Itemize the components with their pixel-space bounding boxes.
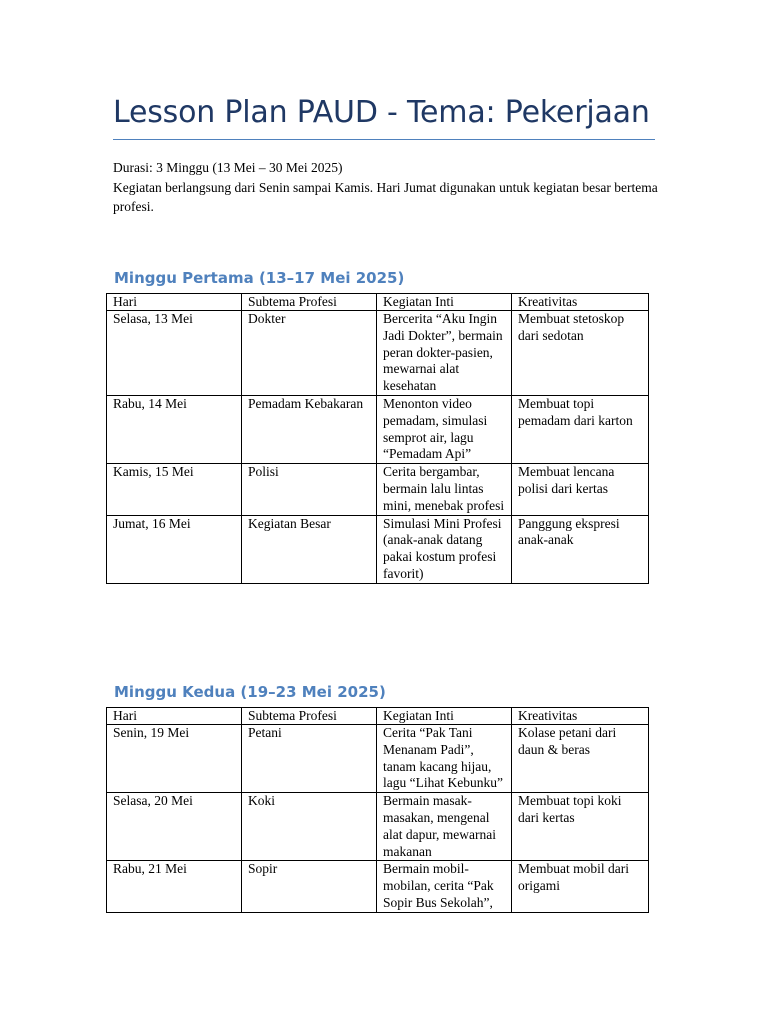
week2-table [106, 707, 649, 913]
header-creativity: Kreativitas [512, 708, 649, 725]
header-subtheme: Subtema Profesi [242, 708, 377, 725]
cell-activity: Cerita “Pak Tani Menanam Padi”, tanam kacang hijau, lagu “Lihat Kebunku” [377, 725, 512, 793]
table-header-row [107, 294, 649, 311]
table-header-row [107, 708, 649, 725]
cell-creativity: Membuat lencana polisi dari kertas [512, 464, 649, 515]
week1-heading: Minggu Pertama (13–17 Mei 2025) [114, 269, 405, 287]
header-day: Hari [107, 708, 242, 725]
cell-creativity: Membuat topi pemadam dari karton [512, 395, 649, 463]
table-row [107, 793, 649, 861]
table-row [107, 464, 649, 515]
document-title: Lesson Plan PAUD - Tema: Pekerjaan [113, 95, 650, 130]
cell-day: Selasa, 20 Mei [107, 793, 242, 861]
cell-creativity: Membuat topi koki dari kertas [512, 793, 649, 861]
cell-subtheme: Polisi [242, 464, 377, 515]
cell-activity: Simulasi Mini Profesi (anak-anak datang pakai kostum profesi favorit) [377, 515, 512, 583]
cell-creativity: Panggung ekspresi anak-anak [512, 515, 649, 583]
week1-table [106, 293, 649, 584]
cell-creativity: Kolase petani dari daun & beras [512, 725, 649, 793]
week2-heading: Minggu Kedua (19–23 Mei 2025) [114, 683, 386, 701]
cell-subtheme: Koki [242, 793, 377, 861]
header-day: Hari [107, 294, 242, 311]
cell-subtheme: Dokter [242, 311, 377, 396]
cell-day: Rabu, 21 Mei [107, 861, 242, 912]
table-row [107, 861, 649, 912]
cell-activity: Menonton video pemadam, simulasi semprot air, lagu “Pemadam Api” [377, 395, 512, 463]
cell-subtheme: Sopir [242, 861, 377, 912]
cell-day: Jumat, 16 Mei [107, 515, 242, 583]
cell-creativity: Membuat stetoskop dari sedotan [512, 311, 649, 396]
title-divider [113, 139, 655, 140]
description-text: Kegiatan berlangsung dari Senin sampai Kamis. Hari Jumat digunakan untuk kegiatan besar bertema profesi. [113, 179, 658, 214]
cell-day: Kamis, 15 Mei [107, 464, 242, 515]
cell-activity: Bermain masak-masakan, mengenal alat dapur, mewarnai makanan [377, 793, 512, 861]
table-row [107, 311, 649, 396]
cell-day: Selasa, 13 Mei [107, 311, 242, 396]
header-activity: Kegiatan Inti [377, 708, 512, 725]
cell-subtheme: Petani [242, 725, 377, 793]
duration-text: Durasi: 3 Minggu (13 Mei – 30 Mei 2025) [113, 160, 343, 175]
cell-subtheme: Kegiatan Besar [242, 515, 377, 583]
header-creativity: Kreativitas [512, 294, 649, 311]
cell-activity: Bercerita “Aku Ingin Jadi Dokter”, bermain peran dokter-pasien, mewarnai alat kesehatan [377, 311, 512, 396]
cell-subtheme: Pemadam Kebakaran [242, 395, 377, 463]
header-subtheme: Subtema Profesi [242, 294, 377, 311]
table-row [107, 725, 649, 793]
header-activity: Kegiatan Inti [377, 294, 512, 311]
intro-section [113, 158, 658, 217]
cell-day: Senin, 19 Mei [107, 725, 242, 793]
cell-creativity: Membuat mobil dari origami [512, 861, 649, 912]
cell-activity: Bermain mobil-mobilan, cerita “Pak Sopir Bus Sekolah”, [377, 861, 512, 912]
cell-day: Rabu, 14 Mei [107, 395, 242, 463]
table-row [107, 515, 649, 583]
table-row [107, 395, 649, 463]
cell-activity: Cerita bergambar, bermain lalu lintas mini, menebak profesi [377, 464, 512, 515]
